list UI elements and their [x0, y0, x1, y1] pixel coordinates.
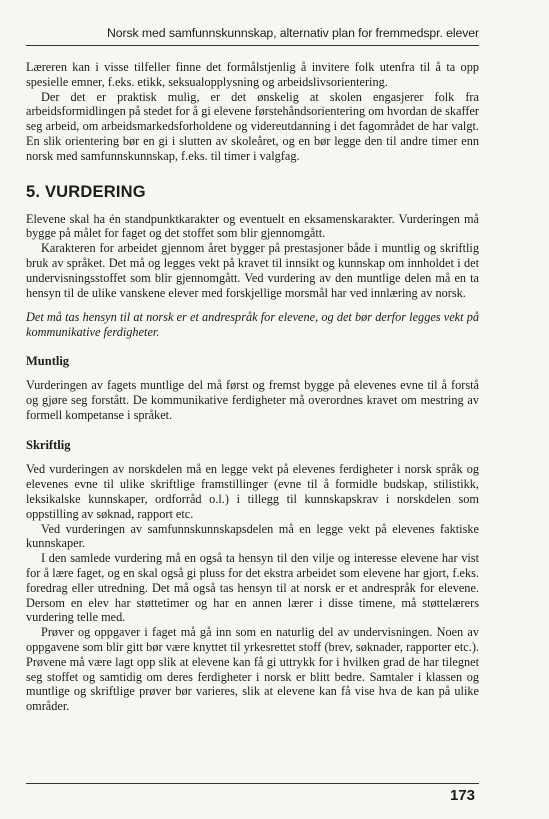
skriftlig-paragraph-4: Prøver og oppgaver i faget må gå inn som en naturlig del av undervisningen. Noen av oppgavene som blir gitt bør være knyttet til yrkesrettet stoff (brev, søknader, rapporter etc.). Prøvene må være lagt opp slik at elevene kan få gi uttrykk for i hvilken grad de har tilegnet seg stoffet og samtidig om deres ferdigheter i norsk er blitt bedre. Samtaler i klassen og muntlige og skriftlige prøver bør varieres, slik at elevene kan få vise hva de kan på ulike områder. [26, 625, 479, 714]
vurdering-paragraph-1: Elevene skal ha én standpunktkarakter og eventuelt en eksamenskarakter. Vurderingen må bygge på målet for faget og det stoffet som blir gjennomgått. [26, 211, 479, 241]
skriftlig-paragraph-1: Ved vurderingen av norskdelen må en legge vekt på elevenes ferdigheter i norsk språk og elevenes evne til ulike skriftlige framstillinger (evne til å formidle budskap, stilistikk, leksikalske kunnskaper, ordforråd o.l.) i tillegg til kunnskapskrav i norskdelen som oppstilling av søknad, rapport etc. [26, 462, 479, 521]
muntlig-paragraph: Vurderingen av fagets muntlige del må først og fremst bygge på elevenes evne til å forstå og gjøre seg forstått. De kommunikative ferdigheter må overordnes kravet om mestring av formell kompetanse i språket. [26, 377, 479, 422]
section-heading: 5. VURDERING [26, 182, 146, 201]
footer-rule [26, 783, 479, 784]
vurdering-paragraph-2: Karakteren for arbeidet gjennom året bygger på prestasjoner både i muntlig og skriftlig bruk av språket. Det må og legges vekt på kravet til innsikt og kunnskap om innholdet i det undervisningsstoffet som blir gjennomgått. Ved vurdering av den muntlige delen må en ta hensyn til de ulike vanskene elever med forskjellige morsmål har ved innlæring av norsk. [26, 241, 479, 300]
running-header: Norsk med samfunnskunnskap, alternativ plan for fremmedspr. elever [106, 26, 479, 40]
page-number: 173 [449, 787, 475, 804]
skriftlig-paragraph-2: Ved vurderingen av samfunnskunnskapsdelen må en legge vekt på elevenes faktiske kunnskaper. [26, 521, 479, 551]
emphasis-paragraph: Det må tas hensyn til at norsk er et andrespråk for elevene, og det bør derfor legges vekt på kommunikative ferdigheter. [26, 310, 479, 340]
body-text [26, 60, 479, 714]
subheading-skriftlig: Skriftlig [26, 438, 71, 453]
intro-paragraph-1: Læreren kan i visse tilfeller finne det formålstjenlig å invitere folk utenfra til å ta opp spesielle emner, f.eks. etikk, seksualopplysning og arbeidslivsorientering. [26, 60, 479, 89]
intro-paragraph-2: Der det er praktisk mulig, er det ønskelig at skolen engasjerer folk fra arbeidsformidlingen på stedet for å gi elevene førstehåndsorientering om hvordan de skaffer seg arbeid, om arbeidsmarkedsforholdene og videreutdanning i det fagområdet de har valgt. En slik orientering bør en gi i slutten av skoleåret, og en bør legge den til andre timer enn norsk med samfunnskunnskap, f.eks. til timer i valgfag. [26, 89, 479, 163]
subheading-muntlig: Muntlig [26, 353, 70, 368]
skriftlig-paragraph-3: I den samlede vurdering må en også ta hensyn til den vilje og interesse elevene har vist for å lære faget, og en skal også gi pluss for det ekstra arbeidet som elevene har gjort, f.eks. foredrag eller utredning. Det må også tas hensyn til at norsk er et andrespråk for elevene. Dersom en elev har støttetimer og har en annen lærer i disse timene, må støttelærers vurdering telle med. [26, 551, 479, 625]
header-rule [26, 45, 479, 46]
